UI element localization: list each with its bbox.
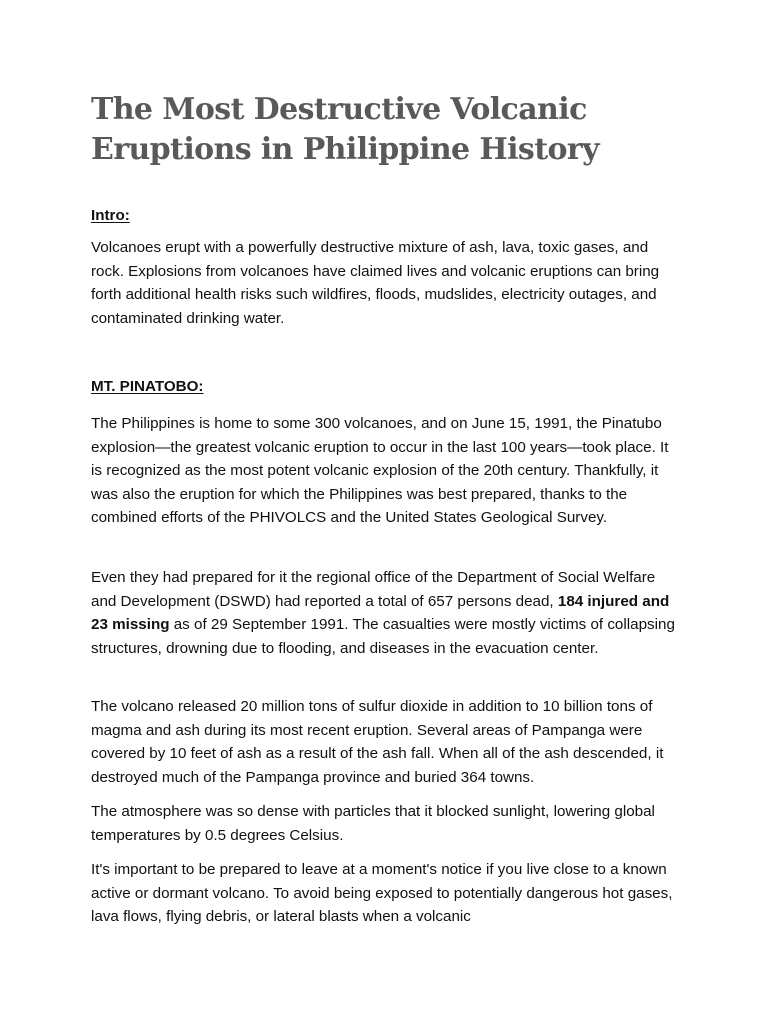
document-title: The Most Destructive Volcanic Eruptions in Philippine History [91,92,599,167]
intro-heading: Intro: [91,207,130,224]
pinatubo-paragraph-1: The Philippines is home to some 300 volcanoes, and on June 15, 1991, the Pinatubo explosion—the greatest volcanic eruption to occur in the last 100 years—took place. It is recognized as the most potent volcanic explosion of the 20th century. Thankfully, it was also the eruption for which the Philippines was best prepared, thanks to the combined efforts of the PHIVOLCS and the United States Geological Survey. [91,415,669,527]
pinatubo-paragraph-5: It's important to be prepared to leave at a moment's notice if you live close to a known active or dormant volcano. To avoid being exposed to potentially dangerous hot gases, lava flows, flying debris, or lateral blasts when a volcanic [91,861,673,926]
pinatubo-paragraph-2 [91,566,676,660]
casualties-text-start: Even they had prepared for it the regional office of the Department of Social Welfare and Development (DSWD) had reported a total of 657 persons dead, [91,569,656,610]
pinatubo-paragraph-3: The volcano released 20 million tons of sulfur dioxide in addition to 10 billion tons of magma and ash during its most recent eruption. Several areas of Pampanga were covered by 10 feet of ash as a result of the ash fall. When all of the ash descended, it destroyed much of the Pampanga province and buried 364 towns. [91,698,664,786]
intro-paragraph: Volcanoes erupt with a powerfully destructive mixture of ash, lava, toxic gases, and rock. Explosions from volcanoes have claimed lives and volcanic eruptions can bring forth additional health risks such wildfires, floods, mudslides, electricity outages, and contaminated drinking water. [91,239,660,327]
injured-missing-highlight: 184 injured and 23 missing [91,592,670,634]
pinatubo-paragraph-4: The atmosphere was so dense with particles that it blocked sunlight, lowering global temperatures by 0.5 degrees Celsius. [91,803,655,844]
casualties-text-end: as of 29 September 1991. The casualties were mostly victims of collapsing structures, drowning due to flooding, and diseases in the evacuation center. [91,616,675,657]
pinatubo-heading: MT. PINATOBO: [91,378,204,395]
